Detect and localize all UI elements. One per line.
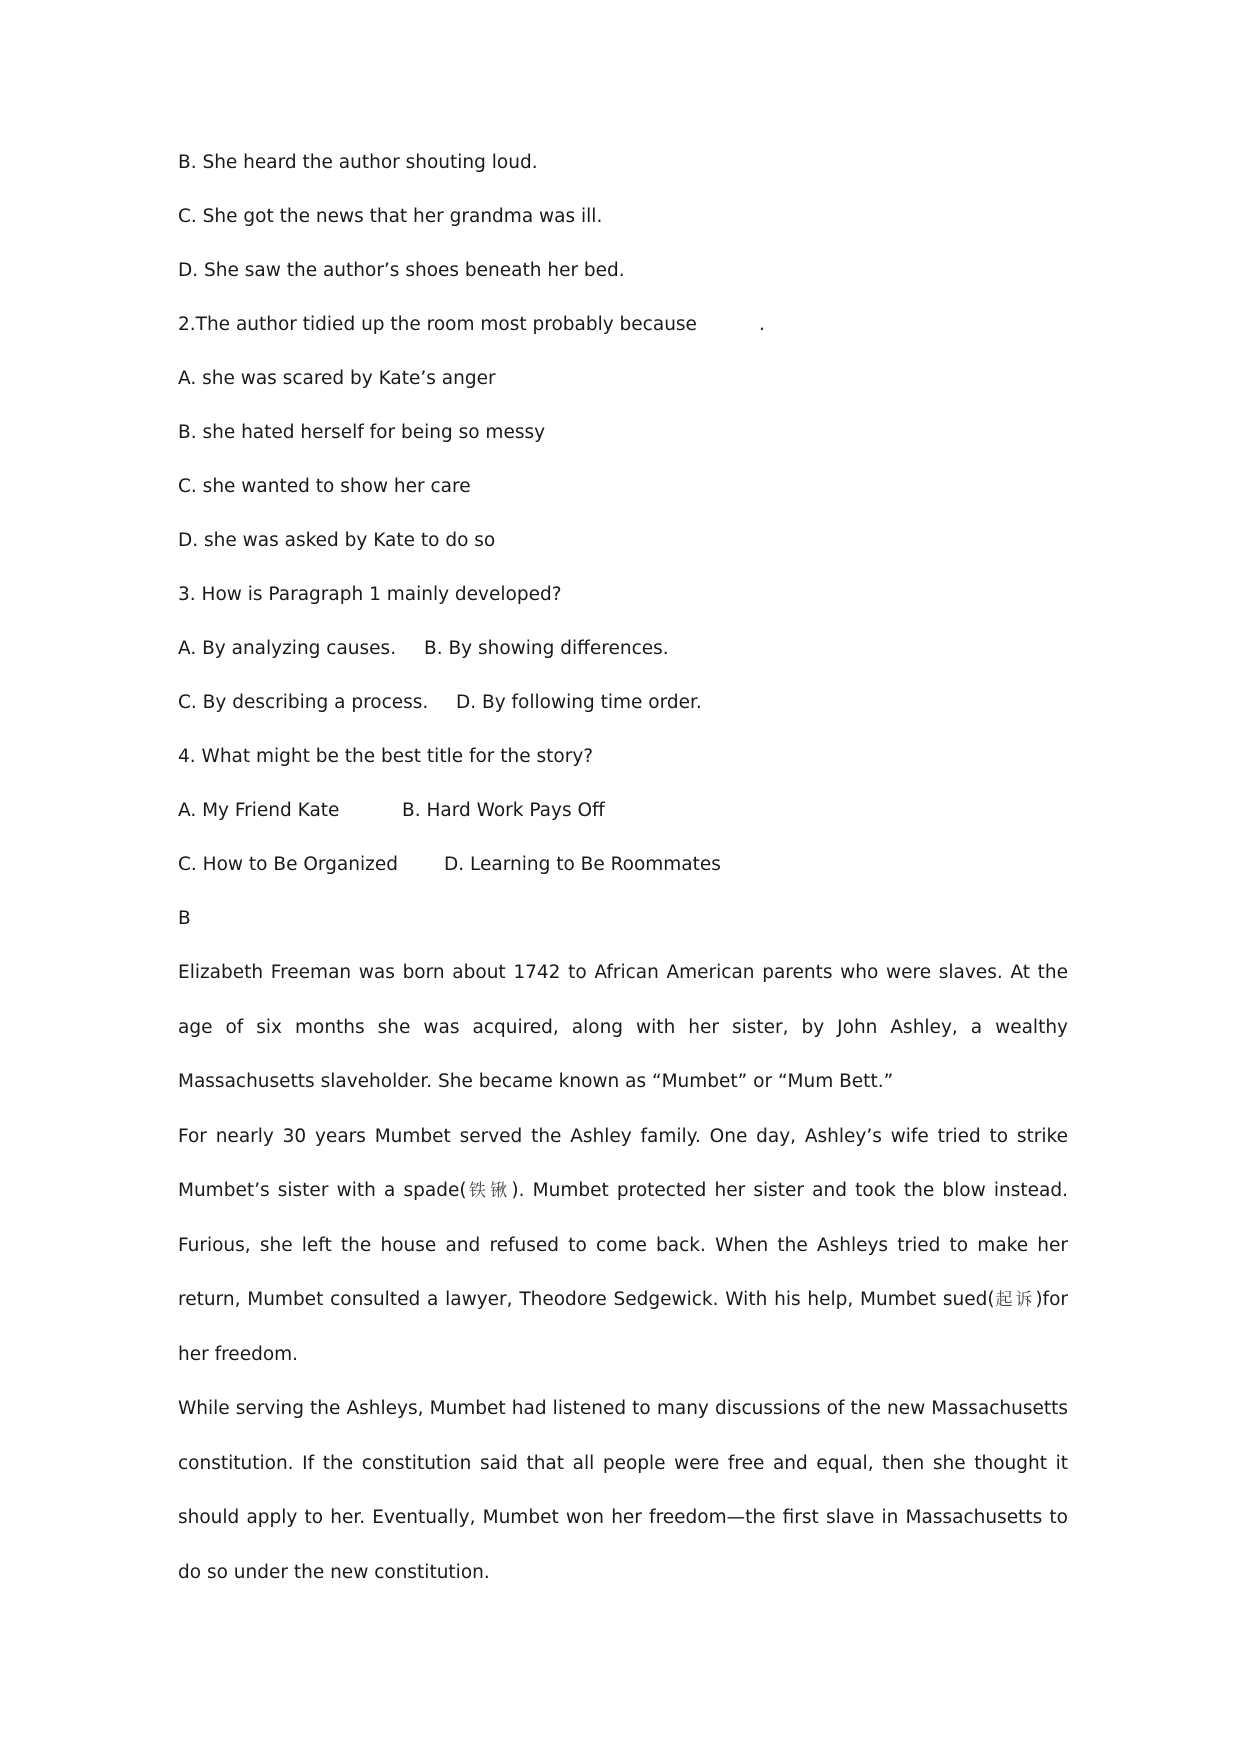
p2-text-b: ). Mumbet protected her sister and took the blow instead. Furious, she left the house and refused to come back. When the Ashleys tried to make her return, Mumbet consulted a lawyer, Theodore Sedgewick. With his help, Mumbet sued( xyxy=(178,1180,1069,1310)
q4-option-c: C. How to Be Organized xyxy=(178,854,398,875)
q2-stem-text: 2.The author tidied up the room most probably because xyxy=(178,314,697,335)
q3-option-b: B. By showing differences. xyxy=(424,638,669,659)
q3-options-row1 xyxy=(178,636,1068,662)
passage-paragraph-2 xyxy=(178,1110,1068,1383)
q1-option-c: C. She got the news that her grandma was ill. xyxy=(178,206,603,227)
q2-option-a: A. she was scared by Kate’s anger xyxy=(178,368,496,389)
q3-option-c: C. By describing a process. xyxy=(178,692,429,713)
passage-paragraph-3: While serving the Ashleys, Mumbet had listened to many discussions of the new Massachusetts constitution. If the constitution said that all people were free and equal, then she thought it should apply to her. Eventually, Mumbet won her freedom—the first slave in Massachusetts to do so under the new constitution. xyxy=(178,1398,1068,1583)
gloss-spade: 铁锹 xyxy=(466,1181,512,1201)
p2-text-a: For nearly 30 years Mumbet served the Ashley family. One day, Ashley’s wife tried to strike Mumbet’s sister with a spade( xyxy=(178,1125,1068,1201)
p2-text-c: )for her freedom. xyxy=(178,1289,1068,1365)
passage-paragraph-1: Elizabeth Freeman was born about 1742 to African American parents who were slaves. At the age of six months she was acquired, along with her sister, by John Ashley, a wealthy Massachusetts slaveholder. She became known as “Mumbet” or “Mum Bett.” xyxy=(178,962,1068,1092)
section-label: B xyxy=(178,908,191,929)
q3-options-row2 xyxy=(178,690,1068,716)
q4-option-a: A. My Friend Kate xyxy=(178,800,340,821)
q4-stem: 4. What might be the best title for the story? xyxy=(178,746,594,767)
q4-option-d: D. Learning to Be Roommates xyxy=(444,854,721,875)
q4-option-b: B. Hard Work Pays Off xyxy=(402,800,605,821)
gloss-sued: 起诉 xyxy=(994,1290,1036,1310)
q3-stem: 3. How is Paragraph 1 mainly developed? xyxy=(178,584,562,605)
q2-option-c: C. she wanted to show her care xyxy=(178,476,471,497)
q3-option-d: D. By following time order. xyxy=(456,692,702,713)
q2-option-b: B. she hated herself for being so messy xyxy=(178,422,546,443)
q4-options-row2 xyxy=(178,852,1068,878)
q4-options-row1 xyxy=(178,798,1068,824)
q2-stem-end: . xyxy=(758,314,765,335)
q1-option-d: D. She saw the author’s shoes beneath her bed. xyxy=(178,260,625,281)
q2-option-d: D. she was asked by Kate to do so xyxy=(178,530,496,551)
document-page xyxy=(178,150,1068,1600)
q2-stem xyxy=(178,312,1068,338)
q1-option-b: B. She heard the author shouting loud. xyxy=(178,152,538,173)
q3-option-a: A. By analyzing causes. xyxy=(178,638,397,659)
